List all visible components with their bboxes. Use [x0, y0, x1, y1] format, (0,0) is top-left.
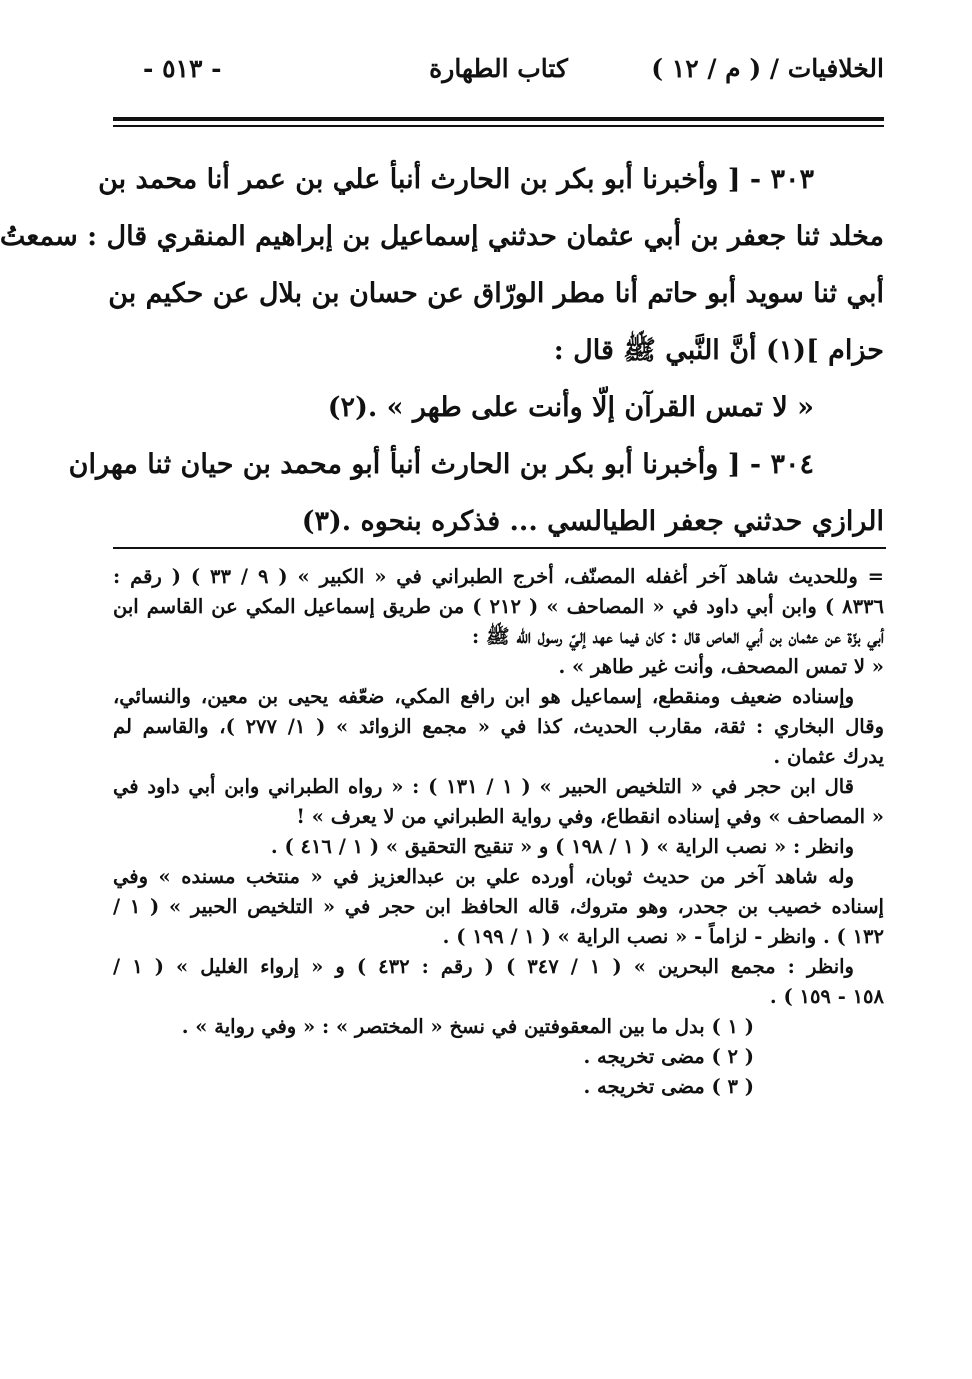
note-line: = وللحديث شاهد آخر أغفله المصنّف، أخرج الطبراني في « الكبير » ( ٩ / ٣٣ ) ( رقم :: [113, 565, 884, 588]
note-line: ٨٣٣٦ ) وابن أبي داود في « المصاحف » ( ٢١٢ ) من طريق إسماعيل المكي عن القاسم ابن: [113, 595, 885, 618]
footnote-3: ( ٣ ) مضى تخريجه .: [583, 1075, 754, 1098]
note-line: ١٣٢ ) . وانظر - لزاماً - « نصب الراية » ( ١ / ١٩٩ ) .: [442, 925, 884, 948]
note-line: إسناده خصيب بن جحدر، وهو متروك، قاله الحافظ ابن حجر في « التلخيص الحبير » ( ١ /: [113, 895, 884, 918]
hadith-303-quote: « لا تمس القرآن إلّا وأنت على طهر » .(٢): [327, 392, 814, 423]
hadith-303-line-3: أبي ثنا سويد أبو حاتم أنا مطر الورّاق عن حسان بن بلال عن حكيم بن: [108, 278, 884, 309]
page-number: - ٥١٣ -: [143, 54, 222, 83]
note-line: « المصاحف » وفي إسناده انقطاع، وفي رواية الطبراني من لا يعرف » !: [296, 805, 884, 828]
hadith-303-line-2: مخلد ثنا جعفر بن أبي عثمان حدثني إسماعيل بن إبراهيم المنقري قال : سمعتُ: [0, 221, 884, 252]
running-header: [113, 54, 884, 98]
footnotes-section: [113, 563, 884, 1103]
note-line: وله شاهد آخر من حديث ثوبان، أورده علي بن عبدالعزيز في « منتخب مسنده » وفي: [113, 865, 854, 888]
note-line: أبي بزّة عن عثمان بن أبي العاص قال : كان فيما عهد إليّ رسول الله ﷺ :: [472, 625, 884, 648]
note-line: يدرك عثمان .: [773, 745, 884, 768]
note-line: وإسناده ضعيف ومنقطع، إسماعيل هو ابن رافع المكي، ضعّفه يحيى بن معين، والنسائي،: [113, 685, 854, 708]
hadith-304-line-2: الرازي حدثني جعفر الطيالسي ... فذكره بنحوه .(٣): [301, 506, 884, 537]
note-line: وقال البخاري : ثقة، مقارب الحديث، كذا في « مجمع الزوائد » ( ١/ ٢٧٧ )، والقاسم لم: [113, 715, 884, 738]
footnote-separator: [113, 547, 886, 549]
note-line: قال ابن حجر في « التلخيص الحبير » ( ١ / ١٣١ ) : « رواه الطبراني وابن أبي داود في: [113, 775, 854, 798]
main-text: [0, 158, 884, 557]
header-rule-thick: [113, 117, 884, 121]
header-rule-thin: [113, 125, 884, 127]
footnote-1: ( ١ ) بدل ما بين المعقوفتين في نسخ « المختصر » : « وفي رواية » .: [181, 1015, 754, 1038]
hadith-304-line-1: ٣٠٤ - [ وأخبرنا أبو بكر بن الحارث أنبأ أبو محمد بن حيان ثنا مهران: [68, 449, 814, 480]
book-title: الخلافيات / ( م / ١٢ ): [651, 54, 884, 83]
note-line: ١٥٨ - ١٥٩ ) .: [769, 985, 884, 1008]
hadith-303-line-4: حزام ](١) أنَّ النَّبي ﷺ قال :: [553, 335, 884, 366]
footnote-2: ( ٢ ) مضى تخريجه .: [583, 1045, 754, 1068]
hadith-303-line-1: ٣٠٣ - [ وأخبرنا أبو بكر بن الحارث أنبأ علي بن عمر أنا محمد بن: [98, 164, 814, 195]
chapter-title: كتاب الطهارة: [429, 54, 568, 83]
note-line: « لا تمس المصحف، وأنت غير طاهر » .: [558, 655, 884, 678]
note-line: وانظر : مجمع البحرين » ( ١ / ٣٤٧ ) ( رقم : ٤٣٢ ) و « إرواء الغليل » ( ١ /: [113, 955, 854, 978]
note-line: وانظر : « نصب الراية » ( ١ / ١٩٨ ) و « تنقيح التحقيق » ( ١ / ٤١٦ ) .: [270, 835, 854, 858]
